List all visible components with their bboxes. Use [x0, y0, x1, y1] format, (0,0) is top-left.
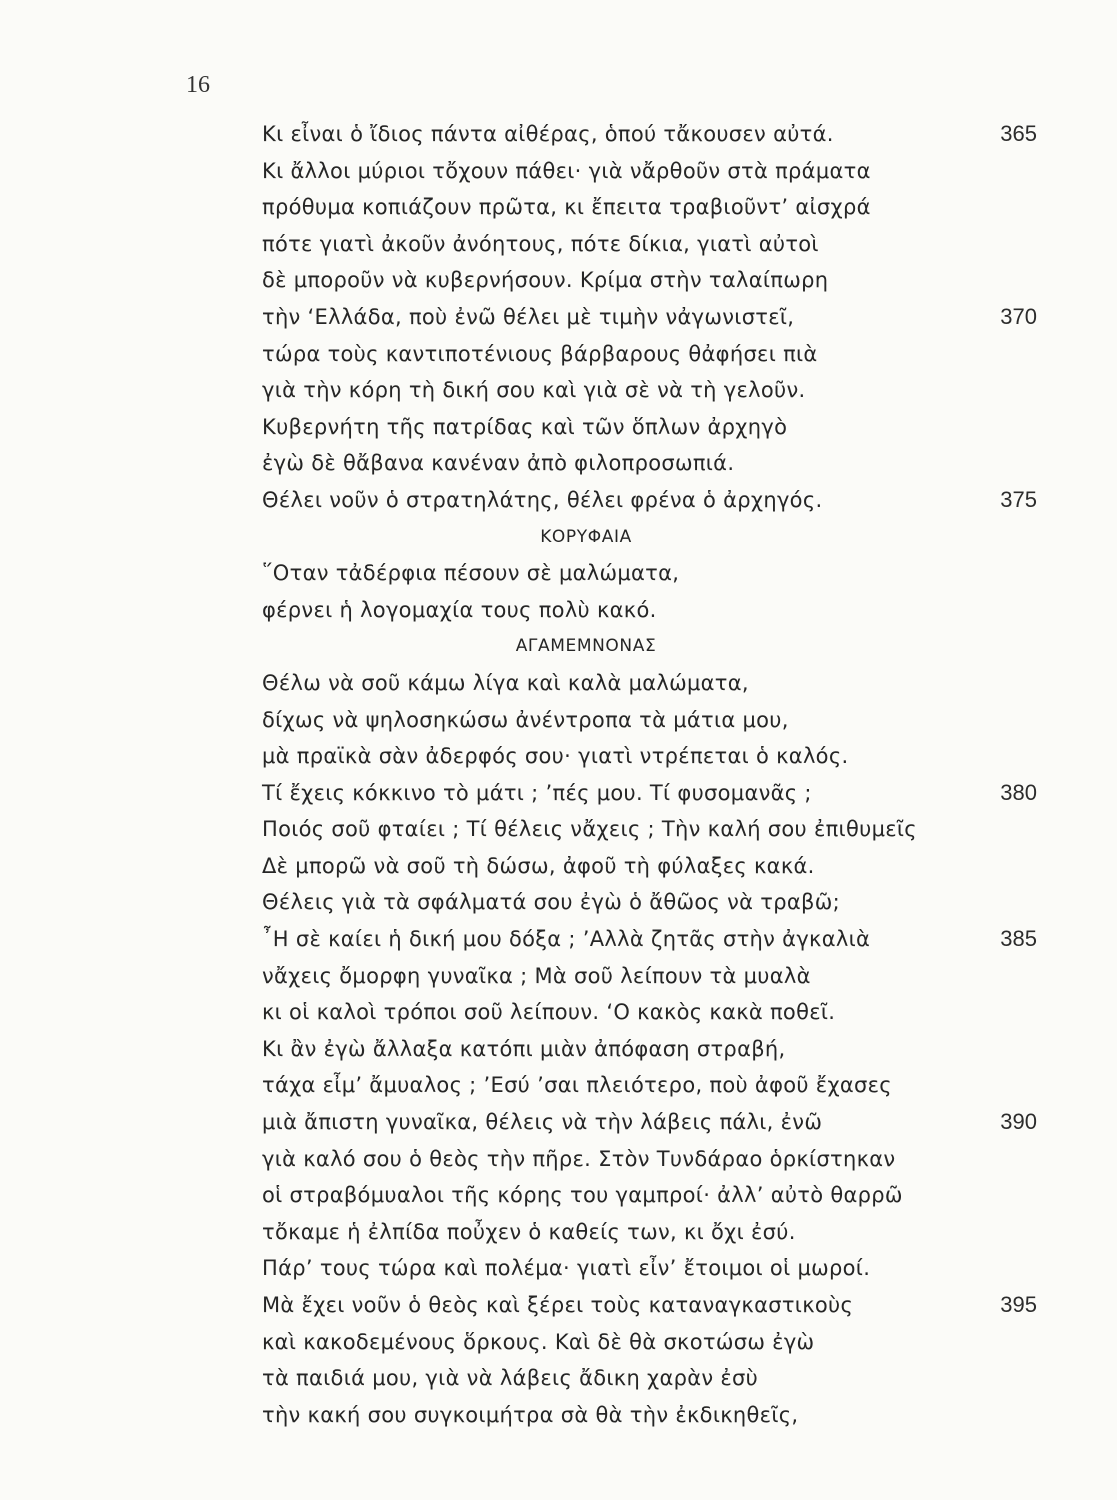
verse-line	[0, 555, 1117, 592]
verse-text: κι οἱ καλοὶ τρόποι σοῦ λείπουν. ‘Ο κακὸς κακὰ ποθεῖ.	[262, 1000, 836, 1025]
verse-line	[0, 958, 1117, 995]
verse-text: πρόθυμα κοπιάζουν πρῶτα, κι ἔπειτα τραβιοῦντ’ αἰσχρά	[262, 195, 871, 220]
verse-text: καὶ κακοδεμένους ὅρκους. Καὶ δὲ θὰ σκοτώσω ἐγὼ	[262, 1329, 815, 1354]
line-number: 365	[1000, 121, 1037, 146]
verse-text: Ποιός σοῦ φταίει ; Τί θέλεις νἄχεις ; Τὴν καλή σου ἐπιθυμεῖς	[262, 817, 917, 842]
line-number: 385	[1000, 926, 1037, 952]
verse-text: Θέλει νοῦν ὁ στρατηλάτης, θέλει φρένα ὁ ἀρχηγός.	[262, 487, 823, 512]
verse-line	[0, 445, 1117, 482]
verse-text: γιὰ τὴν κόρη τὴ δική σου καὶ γιὰ σὲ νὰ τὴ γελοῦν.	[262, 378, 806, 403]
verse-line	[0, 189, 1117, 226]
verse-text: Δὲ μπορῶ νὰ σοῦ τὴ δώσω, ἀφοῦ τὴ φύλαξες κακά.	[262, 853, 815, 878]
verse-text: δὲ μποροῦν νὰ κυβερνήσουν. Κρίμα στὴν ταλαίπωρη	[262, 268, 829, 293]
verse-line	[0, 921, 1117, 958]
verse-line	[0, 336, 1117, 373]
page-number: 16	[186, 72, 210, 98]
verse-line	[0, 116, 1117, 153]
verse-line	[0, 372, 1117, 409]
verse-line	[0, 994, 1117, 1031]
verse-text: ἐγὼ δὲ θἄβανα κανέναν ἀπὸ φιλοπροσωπιά.	[262, 451, 735, 476]
verse-line	[0, 775, 1117, 812]
verse-line	[0, 665, 1117, 702]
speaker-label: ΚΟΡΥΦΑΙΑ	[540, 526, 632, 547]
verse-text: τὴν ‘Ελλάδα, ποὺ ἐνῶ θέλει μὲ τιμὴν νἀγωνιστεῖ,	[262, 304, 795, 329]
verse-line	[0, 1141, 1117, 1178]
verse-line	[0, 409, 1117, 446]
verse-text: φέρνει ἡ λογομαχία τους πολὺ κακό.	[262, 597, 657, 622]
verse-text: ῞Οταν τἀδέρφια πέσουν σὲ μαλώματα,	[262, 561, 680, 586]
verse-line	[0, 1250, 1117, 1287]
verse-text: νἄχεις ὄμορφη γυναῖκα ; Μὰ σοῦ λείπουν τὰ μυαλὰ	[262, 963, 811, 988]
verse-line	[0, 1287, 1117, 1324]
verse-text: Κι εἶναι ὁ ἴδιος πάντα αἰθέρας, ὁπού τἄκουσεν αὐτά.	[262, 122, 834, 146]
verse-text: Κι ἄλλοι μύριοι τὄχουν πάθει· γιὰ νἄρθοῦν στὰ πράματα	[262, 158, 871, 183]
verse-line	[0, 1397, 1117, 1434]
verse-line	[0, 884, 1117, 921]
verse-text: Θέλω νὰ σοῦ κάμω λίγα καὶ καλὰ μαλώματα,	[262, 670, 749, 695]
verse-line	[0, 592, 1117, 629]
verse-text: Πάρ’ τους τώρα καὶ πολέμα· γιατὶ εἶν’ ἔτοιμοι οἱ μωροί.	[262, 1256, 871, 1281]
verse-block	[0, 116, 1117, 1433]
verse-text: Κι ἂν ἐγὼ ἄλλαξα κατόπι μιὰν ἀπόφαση στραβή,	[262, 1036, 786, 1061]
verse-text: οἱ στραβόμυαλοι τῆς κόρης του γαμπροί· ἀλλ’ αὐτὸ θαρρῶ	[262, 1183, 903, 1208]
verse-text: τὄκαμε ἡ ἐλπίδα ποὖχεν ὁ καθείς των, κι ὄχι ἐσύ.	[262, 1219, 796, 1244]
verse-line	[0, 1067, 1117, 1104]
verse-text: Τί ἔχεις κόκκινο τὸ μάτι ; ’πές μου. Τί φυσομανᾶς ;	[262, 780, 812, 805]
speaker-name	[0, 628, 1117, 665]
verse-text: μιὰ ἄπιστη γυναῖκα, θέλεις νὰ τὴν λάβεις πάλι, ἐνῶ	[262, 1110, 823, 1135]
verse-line	[0, 153, 1117, 190]
speaker-name	[0, 519, 1117, 556]
verse-text: Μὰ ἔχει νοῦν ὁ θεὸς καὶ ξέρει τοὺς καταναγκαστικοὺς	[262, 1293, 854, 1317]
line-number: 390	[1000, 1109, 1037, 1135]
speaker-label: ΑΓΑΜΕΜΝΟΝΑΣ	[515, 636, 657, 657]
verse-text: τὴν κακή σου συγκοιμήτρα σὰ θὰ τὴν ἐκδικηθεῖς,	[262, 1402, 799, 1427]
verse-text: Κυβερνήτη τῆς πατρίδας καὶ τῶν ὅπλων ἀρχηγὸ	[262, 414, 788, 439]
verse-line	[0, 1031, 1117, 1068]
verse-text: τάχα εἶμ’ ἄμυαλος ; ’Εσύ ’σαι πλειότερο, ποὺ ἀφοῦ ἔχασες	[262, 1073, 892, 1098]
verse-line	[0, 299, 1117, 336]
verse-line	[0, 702, 1117, 739]
verse-line	[0, 1360, 1117, 1397]
line-number: 370	[1000, 303, 1037, 329]
verse-text: δίχως νὰ ψηλοσηκώσω ἀνέντροπα τὰ μάτια μου,	[262, 707, 789, 732]
verse-text: γιὰ καλό σου ὁ θεὸς τὴν πῆρε. Στὸν Τυνδάραο ὁρκίστηκαν	[262, 1146, 896, 1171]
verse-line	[0, 226, 1117, 263]
verse-text: μὰ πραϊκὰ σὰν ἀδερφός σου· γιατὶ ντρέπεται ὁ καλός.	[262, 744, 849, 769]
verse-line	[0, 1324, 1117, 1361]
verse-text: ῏Η σὲ καίει ἡ δική μου δόξα ; ’Αλλὰ ζητᾶς στὴν ἀγκαλιὰ	[262, 927, 871, 952]
verse-text: τὰ παιδιά μου, γιὰ νὰ λάβεις ἄδικη χαρὰν ἐσὺ	[262, 1366, 759, 1391]
verse-line	[0, 1177, 1117, 1214]
line-number: 380	[1000, 779, 1037, 805]
verse-line	[0, 848, 1117, 885]
verse-line	[0, 738, 1117, 775]
verse-text: πότε γιατὶ ἀκοῦν ἀνόητους, πότε δίκια, γιατὶ αὐτοὶ	[262, 231, 819, 256]
verse-line	[0, 482, 1117, 519]
line-number: 395	[1000, 1292, 1037, 1317]
verse-text: τώρα τοὺς καντιποτένιους βάρβαρους θἀφήσει πιὰ	[262, 341, 818, 366]
verse-line	[0, 262, 1117, 299]
line-number: 375	[1000, 486, 1037, 512]
verse-line	[0, 1104, 1117, 1141]
verse-line	[0, 811, 1117, 848]
verse-text: Θέλεις γιὰ τὰ σφάλματά σου ἐγὼ ὁ ἄθῶος νὰ τραβῶ;	[262, 890, 840, 915]
verse-line	[0, 1214, 1117, 1251]
